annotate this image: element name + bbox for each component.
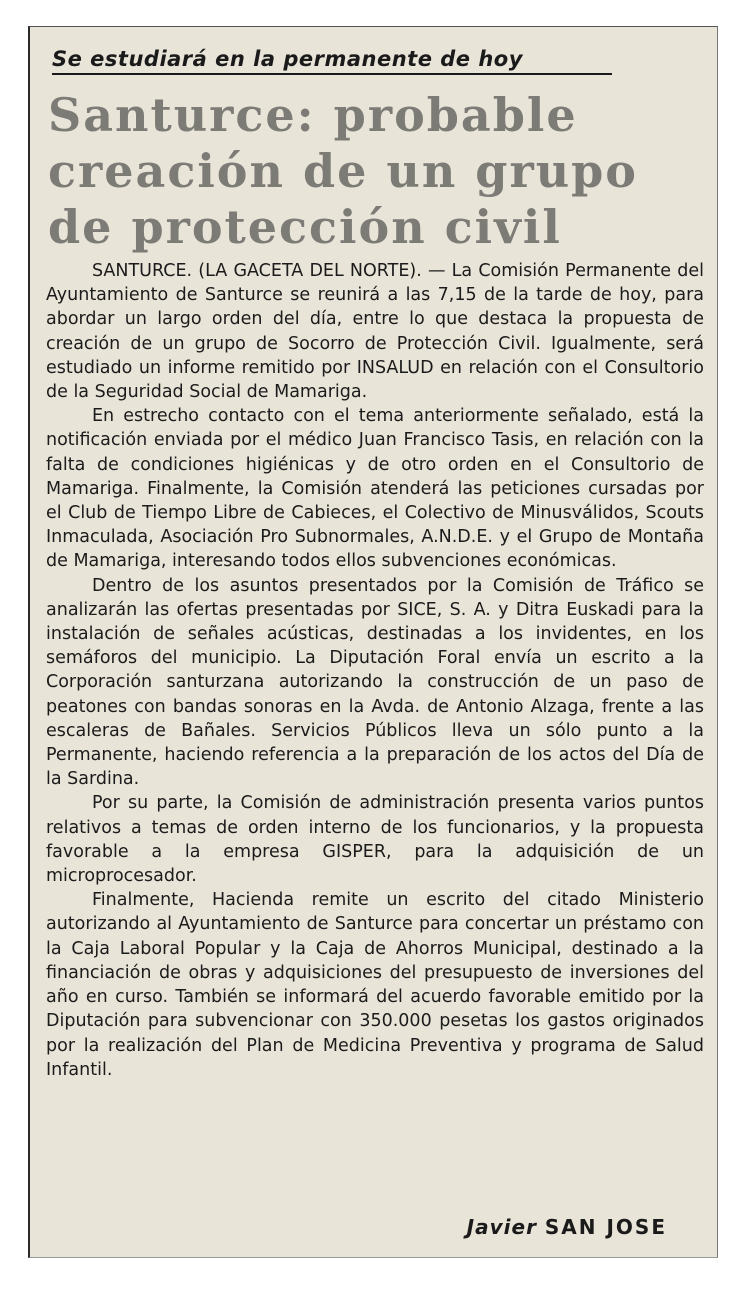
article-paragraph: En estrecho contacto con el tema anteriormente señalado, está la notificación enviada por el médico Juan Francisco Tasis, en relación con la falta de condiciones higiénicas y de otro orden en el Consultorio de Mamariga. Finalmente, la Comisión atenderá las peticiones cursadas por el Club de Tiempo Libre de Cabieces, el Colectivo de Minusválidos, Scouts Inmaculada, Asociación Pro Subnormales, A.N.D.E. y el Grupo de Montaña de Mamariga, interesando todos ellos subvenciones económicas. [46, 406, 704, 572]
headline [48, 87, 638, 255]
article-paragraph: SANTURCE. (LA GACETA DEL NORTE). — La Comisión Permanente del Ayuntamiento de Santurce se reunirá a las 7,15 de la tarde de hoy, para abordar un largo orden del día, entre lo que destaca la propuesta de creación de un grupo de Socorro de Protección Civil. Igualmente, será estudiado un informe remitido por INSALUD en relación con el Consultorio de la Seguridad Social de Mamariga. [46, 261, 704, 403]
headline-line: creación de un grupo [48, 144, 638, 198]
newspaper-clipping [28, 26, 718, 1258]
kicker-subheading: Se estudiará en la permanente de hoy [52, 47, 612, 75]
article-paragraph: Dentro de los asuntos presentados por la Comisión de Tráfico se analizarán las ofertas presentadas por SICE, S. A. y Ditra Euskadi para la instalación de señales acústicas, destinadas a los invidentes, en los semáforos del municipio. La Diputación Foral envía un escrito a la Corporación santurzana autorizando la construcción de un paso de peatones con bandas sonoras en la Avda. de Antonio Alzaga, frente a las escaleras de Bañales. Servicios Públicos lleva un sólo punto a la Permanente, haciendo referencia a la preparación de los actos del Día de la Sardina. [46, 575, 704, 790]
byline [467, 1215, 667, 1239]
headline-line: de protección civil [48, 200, 562, 254]
headline-line: Santurce: probable [48, 88, 578, 142]
article-paragraph: Finalmente, Hacienda remite un escrito del citado Ministerio autorizando al Ayuntamiento de Santurce para concertar un préstamo con la Caja Laboral Popular y la Caja de Ahorros Municipal, destinado a la financiación de obras y adquisiciones del presupuesto de inversiones del año en curso. También se informará del acuerdo favorable emitido por la Diputación para subvencionar con 350.000 pesetas los gastos originados por la realización del Plan de Medicina Preventiva y programa de Salud Infantil. [46, 890, 704, 1080]
article-paragraph: Por su parte, la Comisión de administración presenta varios puntos relativos a temas de orden interno de los funcionarios, y la propuesta favorable a la empresa GISPER, para la adquisición de un microprocesador. [46, 793, 704, 887]
byline-first-name: Javier [466, 1215, 537, 1239]
byline-surname: SAN JOSE [544, 1215, 667, 1239]
article-body [46, 259, 704, 1082]
